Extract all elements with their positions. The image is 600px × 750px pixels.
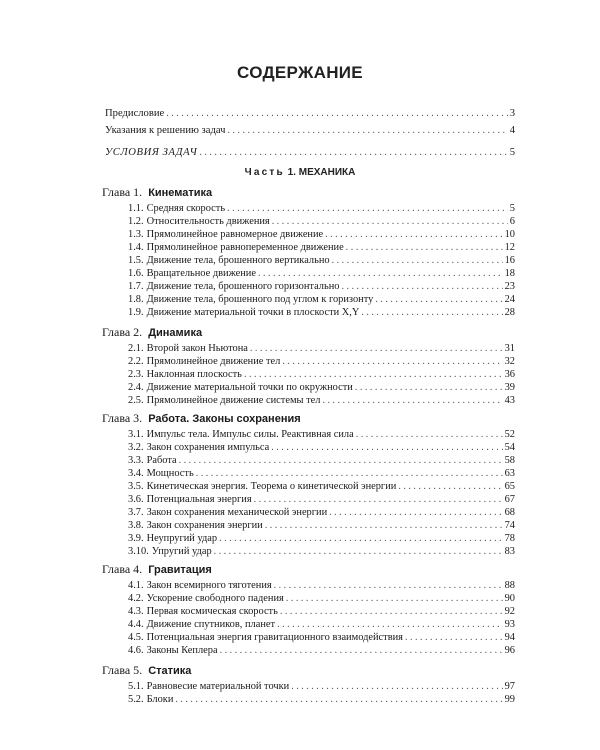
dot-leader: [277, 618, 503, 631]
toc-entry-label: [128, 215, 270, 228]
toc-entry-label: [128, 579, 272, 592]
section-number: 1.8.: [128, 294, 144, 305]
toc-page-number: 65: [504, 481, 515, 492]
section-title: Ускорение свободного падения: [146, 593, 284, 604]
dot-leader: [282, 355, 502, 368]
toc-entry-label: Указания к решению задач: [105, 125, 226, 136]
toc-entry-label: [128, 631, 403, 644]
dot-leader: [375, 293, 502, 306]
toc-entry-instructions[interactable]: [105, 124, 515, 137]
chapter-heading-3: [102, 411, 301, 426]
dot-leader: [175, 693, 502, 706]
toc-section-4-3[interactable]: [128, 605, 515, 618]
section-number: 3.6.: [128, 494, 144, 505]
toc-entry-label: [128, 506, 327, 519]
section-number: 2.4.: [128, 382, 144, 393]
toc-page-number: 4: [509, 125, 515, 136]
dot-leader: [346, 241, 503, 254]
toc-section-3-2[interactable]: [128, 441, 515, 454]
section-title: Упругий удар: [151, 546, 212, 557]
section-number: 3.1.: [128, 429, 144, 440]
toc-page-number: 78: [504, 533, 515, 544]
section-number: 3.2.: [128, 442, 144, 453]
section-number: 3.9.: [128, 533, 144, 544]
toc-entry-label: [128, 368, 242, 381]
chapter-heading-5: [102, 663, 191, 678]
part-prefix: Часть: [244, 167, 285, 178]
part-heading: [0, 167, 600, 178]
section-number: 1.9.: [128, 307, 144, 318]
toc-section-2-4[interactable]: [128, 381, 515, 394]
section-title: Неупругий удар: [146, 533, 218, 544]
toc-page-number: 92: [504, 606, 515, 617]
toc-section-3-3[interactable]: [128, 454, 515, 467]
section-title: Блоки: [146, 694, 174, 705]
dot-leader: [356, 428, 503, 441]
chapter-heading-2: [102, 325, 202, 340]
dot-leader: [329, 506, 502, 519]
section-number: 4.3.: [128, 606, 144, 617]
page-title: СОДЕРЖАНИЕ: [237, 63, 363, 82]
toc-entry-label: [128, 293, 373, 306]
toc-entry-label: [128, 381, 353, 394]
dot-leader: [244, 368, 503, 381]
toc-section-2-2[interactable]: [128, 355, 515, 368]
chapter-title: Работа. Законы сохранения: [148, 413, 301, 425]
section-number: 4.5.: [128, 632, 144, 643]
toc-entry-label: [128, 480, 396, 493]
dot-leader: [398, 480, 502, 493]
section-number: 4.1.: [128, 580, 144, 591]
toc-section-4-5[interactable]: [128, 631, 515, 644]
dot-leader: [325, 228, 502, 241]
toc-page-number: 90: [504, 593, 515, 604]
toc-section-1-5[interactable]: [128, 254, 515, 267]
section-number: 1.5.: [128, 255, 144, 266]
toc-page-number: 23: [504, 281, 515, 292]
dot-leader: [227, 202, 508, 215]
section-number: 1.1.: [128, 203, 144, 214]
toc-entry-label: [128, 693, 173, 706]
section-number: 5.2.: [128, 694, 144, 705]
section-title: Работа: [146, 455, 177, 466]
toc-page-number: 68: [504, 507, 515, 518]
toc-entry-label: [128, 493, 252, 506]
section-title: Наклонная плоскость: [146, 369, 242, 380]
dot-leader: [258, 267, 503, 280]
toc-section-2-5[interactable]: [128, 394, 515, 407]
toc-section-1-8[interactable]: [128, 293, 515, 306]
section-number: 1.3.: [128, 229, 144, 240]
toc-entry-conditions[interactable]: [105, 146, 515, 159]
toc-section-3-8[interactable]: [128, 519, 515, 532]
chapter-number: Глава 5.: [102, 663, 143, 677]
toc-entry-label: [128, 254, 330, 267]
toc-page-number: 36: [504, 369, 515, 380]
toc-page-number: 10: [504, 229, 515, 240]
section-number: 1.7.: [128, 281, 144, 292]
toc-page-number: 63: [504, 468, 515, 479]
dot-leader: [322, 394, 502, 407]
section-number: 2.5.: [128, 395, 144, 406]
chapter-title: Гравитация: [148, 564, 212, 576]
toc-entry-label: [128, 241, 344, 254]
dot-leader: [291, 680, 502, 693]
toc-section-1-3[interactable]: [128, 228, 515, 241]
section-number: 1.2.: [128, 216, 144, 227]
section-title: Движение материальной точки в плоскости X,Y: [146, 307, 360, 318]
section-title: Закон сохранения импульса: [146, 442, 270, 453]
toc-section-5-2[interactable]: [128, 693, 515, 706]
toc-entry-label: [128, 228, 323, 241]
toc-page-number: 18: [504, 268, 515, 279]
toc-page-number: 58: [504, 455, 515, 466]
toc-page-number: 3: [509, 108, 515, 119]
section-number: 2.1.: [128, 343, 144, 354]
toc-page-number: 88: [504, 580, 515, 591]
section-title: Законы Кеплера: [146, 645, 218, 656]
section-title: Кинетическая энергия. Теорема о кинетической энергии: [146, 481, 397, 492]
toc-entry-label: [128, 267, 256, 280]
toc-section-3-9[interactable]: [128, 532, 515, 545]
toc-entry-label: [128, 644, 218, 657]
section-number: 1.6.: [128, 268, 144, 279]
toc-section-3-1[interactable]: [128, 428, 515, 441]
toc-entry-label: [128, 394, 320, 407]
section-title: Равновесие материальной точки: [146, 681, 290, 692]
toc-page-number: 67: [504, 494, 515, 505]
toc-page-number: 54: [504, 442, 515, 453]
section-number: 4.4.: [128, 619, 144, 630]
toc-page-number: 74: [504, 520, 515, 531]
toc-page-number: 16: [504, 255, 515, 266]
section-number: 3.10.: [128, 546, 149, 557]
toc-section-1-4[interactable]: [128, 241, 515, 254]
toc-page-number: 94: [504, 632, 515, 643]
toc-page-number: 43: [504, 395, 515, 406]
section-number: 3.5.: [128, 481, 144, 492]
toc-section-4-1[interactable]: [128, 579, 515, 592]
section-number: 4.2.: [128, 593, 144, 604]
dot-leader: [271, 441, 502, 454]
chapter-title: Статика: [148, 665, 192, 677]
dot-leader: [214, 545, 503, 558]
section-title: Прямолинейное равнопеременное движение: [146, 242, 344, 253]
toc-entry-label: [128, 428, 354, 441]
toc-entry-label: [128, 605, 278, 618]
toc-page-number: 39: [504, 382, 515, 393]
toc-entry-label: [128, 592, 284, 605]
section-title: Второй закон Ньютона: [146, 343, 248, 354]
section-title: Движение тела, брошенного вертикально: [146, 255, 330, 266]
chapter-number: Глава 4.: [102, 562, 143, 576]
toc-section-2-3[interactable]: [128, 368, 515, 381]
toc-section-3-7[interactable]: [128, 506, 515, 519]
section-title: Движение материальной точки по окружности: [146, 382, 353, 393]
toc-page-number: 5: [509, 147, 515, 158]
toc-section-4-6[interactable]: [128, 644, 515, 657]
section-title: Потенциальная энергия гравитационного взаимодействия: [146, 632, 403, 643]
section-number: 3.3.: [128, 455, 144, 466]
section-title: Закон сохранения энергии: [146, 520, 263, 531]
section-title: Первая космическая скорость: [146, 606, 278, 617]
section-title: Средняя скорость: [146, 203, 226, 214]
toc-section-1-9[interactable]: [128, 306, 515, 319]
section-number: 3.7.: [128, 507, 144, 518]
dot-leader: [361, 306, 502, 319]
chapter-heading-1: [102, 185, 212, 200]
dot-leader: [286, 592, 503, 605]
toc-entry-label: [128, 467, 194, 480]
toc-section-4-4[interactable]: [128, 618, 515, 631]
toc-entry-label: УСЛОВИЯ ЗАДАЧ: [105, 147, 198, 158]
dot-leader: [199, 146, 507, 159]
section-title: Прямолинейное движение тел: [146, 356, 281, 367]
toc-section-3-5[interactable]: [128, 480, 515, 493]
toc-entry-label: [128, 454, 177, 467]
section-title: Движение тела, брошенного под углом к горизонту: [146, 294, 374, 305]
toc-entry-label: [128, 618, 275, 631]
section-title: Движение тела, брошенного горизонтально: [146, 281, 340, 292]
dot-leader: [265, 519, 503, 532]
section-title: Относительность движения: [146, 216, 270, 227]
toc-page-number: 99: [504, 694, 515, 705]
toc-section-3-4[interactable]: [128, 467, 515, 480]
toc-page-number: 83: [504, 546, 515, 557]
dot-leader: [166, 107, 507, 120]
toc-page-number: 28: [504, 307, 515, 318]
chapter-title: Кинематика: [148, 187, 213, 199]
toc-entry-label: [128, 545, 212, 558]
part-title: МЕХАНИКА: [298, 167, 356, 178]
section-number: 2.2.: [128, 356, 144, 367]
chapter-number: Глава 2.: [102, 325, 143, 339]
toc-entry-preface[interactable]: [105, 107, 515, 120]
section-title: Прямолинейное равномерное движение: [146, 229, 324, 240]
toc-section-1-7[interactable]: [128, 280, 515, 293]
dot-leader: [250, 342, 503, 355]
toc-page-number: 32: [504, 356, 515, 367]
section-title: Прямолинейное движение системы тел: [146, 395, 321, 406]
toc-section-1-2[interactable]: [128, 215, 515, 228]
section-title: Закон всемирного тяготения: [146, 580, 272, 591]
toc-page-number: 12: [504, 242, 515, 253]
toc-page-number: 24: [504, 294, 515, 305]
section-number: 4.6.: [128, 645, 144, 656]
section-title: Потенциальная энергия: [146, 494, 252, 505]
toc-entry-label: [128, 280, 340, 293]
toc-entry-label: [128, 532, 217, 545]
toc-section-3-6[interactable]: [128, 493, 515, 506]
toc-entry-label: Предисловие: [105, 108, 165, 119]
dot-leader: [405, 631, 503, 644]
toc-page-number: 31: [504, 343, 515, 354]
dot-leader: [272, 215, 508, 228]
section-number: 5.1.: [128, 681, 144, 692]
section-number: 3.4.: [128, 468, 144, 479]
chapter-number: Глава 3.: [102, 411, 143, 425]
section-number: 2.3.: [128, 369, 144, 380]
toc-section-1-6[interactable]: [128, 267, 515, 280]
toc-entry-label: [128, 519, 263, 532]
dot-leader: [254, 493, 503, 506]
toc-entry-label: [128, 680, 289, 693]
dot-leader: [274, 579, 503, 592]
dot-leader: [220, 644, 503, 657]
toc-entry-label: [128, 441, 269, 454]
dot-leader: [355, 381, 503, 394]
dot-leader: [342, 280, 503, 293]
dot-leader: [227, 124, 507, 137]
toc-section-3-10[interactable]: [128, 545, 515, 558]
dot-leader: [196, 467, 503, 480]
toc-entry-label: [128, 202, 225, 215]
section-number: 1.4.: [128, 242, 144, 253]
chapter-heading-4: [102, 562, 212, 577]
part-number: 1.: [287, 167, 296, 178]
toc-page-number: 96: [504, 645, 515, 656]
dot-leader: [219, 532, 503, 545]
dot-leader: [280, 605, 503, 618]
toc-entry-label: [128, 306, 359, 319]
toc-entry-label: [128, 355, 280, 368]
toc-section-2-1[interactable]: [128, 342, 515, 355]
toc-section-5-1[interactable]: [128, 680, 515, 693]
chapter-number: Глава 1.: [102, 185, 143, 199]
toc-entry-label: [128, 342, 248, 355]
toc-section-1-1[interactable]: [128, 202, 515, 215]
toc-page-number: 6: [509, 216, 515, 227]
chapter-title: Динамика: [148, 327, 203, 339]
toc-page-number: 97: [504, 681, 515, 692]
section-title: Вращательное движение: [146, 268, 256, 279]
toc-section-4-2[interactable]: [128, 592, 515, 605]
section-title: Мощность: [146, 468, 194, 479]
section-number: 3.8.: [128, 520, 144, 531]
dot-leader: [179, 454, 503, 467]
section-title: Закон сохранения механической энергии: [146, 507, 328, 518]
toc-page-number: 5: [509, 203, 515, 214]
toc-page-number: 93: [504, 619, 515, 630]
dot-leader: [332, 254, 503, 267]
section-title: Импульс тела. Импульс силы. Реактивная сила: [146, 429, 354, 440]
toc-page-number: 52: [504, 429, 515, 440]
section-title: Движение спутников, планет: [146, 619, 276, 630]
